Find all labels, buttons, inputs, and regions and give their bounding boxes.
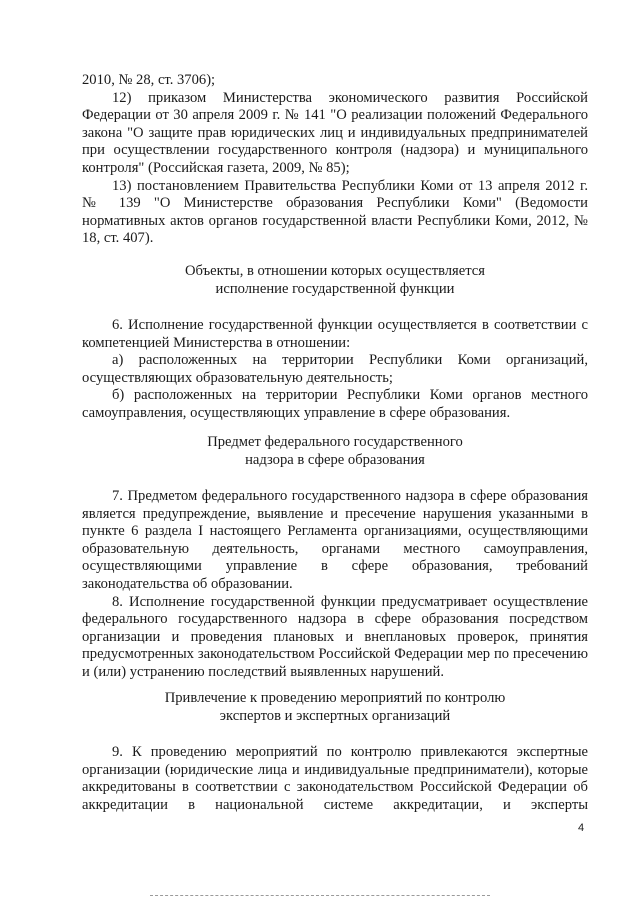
paragraph-6: 6. Исполнение государственной функции осуществляется в соответствии с компетенцией Министерства в отношении: <box>82 317 588 351</box>
paragraph-8: 8. Исполнение государственной функции предусматривает осуществление федерального государственного надзора в сфере образования посредством организации и проведения плановых и внеплановых проверок, принятия предусмотренных законодательством Российской Федерации мер по пресечению и (или) устранению последствий выявленных нарушений. <box>82 593 588 680</box>
heading-line: Предмет федерального государственного <box>207 434 463 450</box>
section-experts-body <box>82 744 588 814</box>
section-heading-objects <box>82 263 588 298</box>
page-number: 4 <box>578 822 585 834</box>
heading-line: Объекты, в отношении которых осуществляется <box>185 263 485 279</box>
list-item-13: 13) постановлением Правительства Республики Коми от 13 апреля 2012 г. № 139 "О Министерстве образования Республики Коми" (Ведомости нормативных актов органов государственной власти Республики Коми, 2012, № 18, ст. 407). <box>82 177 588 247</box>
section-objects-body <box>82 317 588 423</box>
paragraph-6b: б) расположенных на территории Республики Коми органов местного самоуправления, осуществляющих управление в сфере образования. <box>82 387 588 421</box>
legal-basis-list <box>82 72 588 248</box>
section-heading-experts <box>82 690 588 725</box>
heading-line: экспертов и экспертных организаций <box>219 707 451 724</box>
heading-line: Привлечение к проведению мероприятий по контролю <box>164 690 506 706</box>
heading-line: исполнение государственной функции <box>215 280 455 297</box>
section-heading-subject <box>82 434 588 469</box>
list-item-continuation: 2010, № 28, ст. 3706); <box>82 72 216 88</box>
list-item-12: 12) приказом Министерства экономического развития Российской Федерации от 30 апреля 2009 г. № 141 "О реализации положений Федерального закона "О защите прав юридических лиц и индивидуальных предпринимателей при осуществлении государственного контроля (надзора) и муниципального контроля" (Российская газета, 2009, № 85); <box>82 89 588 176</box>
scan-artifact-divider <box>150 895 490 896</box>
paragraph-6a: а) расположенных на территории Республики Коми организаций, осуществляющих образовательную деятельность; <box>82 352 588 386</box>
heading-line: надзора в сфере образования <box>245 451 425 468</box>
section-subject-body <box>82 488 588 682</box>
paragraph-7: 7. Предметом федерального государственного надзора в сфере образования является предупреждение, выявление и пресечение нарушения указанными в пункте 6 раздела I настоящего Регламента организациями, осуществляющими образовательную деятельность, органами местного самоуправления, осуществляющими управление в сфере образования, требований законодательства об образовании. <box>82 488 588 592</box>
paragraph-9: 9. К проведению мероприятий по контролю привлекаются экспертные организации (юридические лица и индивидуальные предприниматели), которые аккредитованы в соответствии с законодательством Российской Федерации об аккредитации в национальной системе аккредитации, и эксперты <box>82 744 588 813</box>
